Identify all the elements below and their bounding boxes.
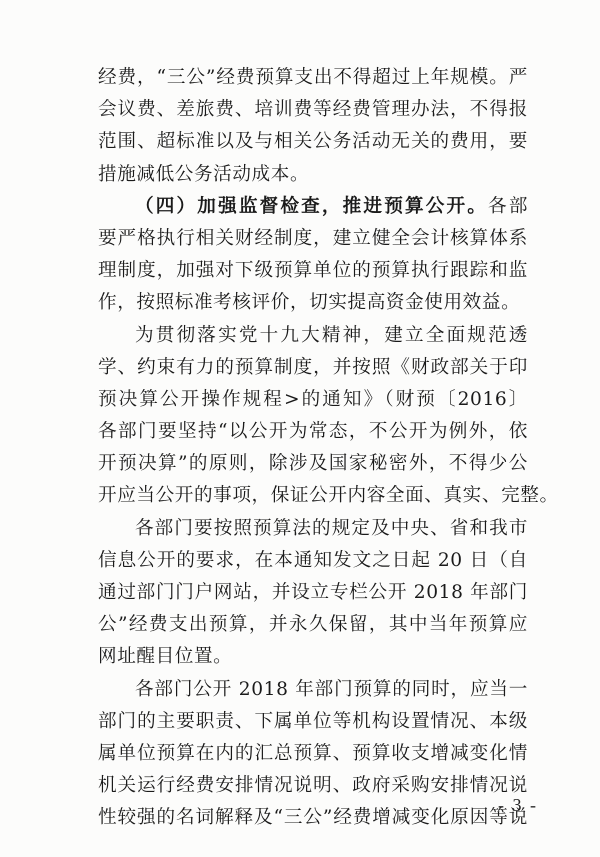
paragraph-line: 性较强的名词解释及“三公”经费增减变化原因等说 [98,807,528,829]
paragraph-line: 理制度，加强对下级预算单位的预算执行跟踪和监 [98,260,528,282]
paragraph-line: 信息公开的要求，在本通知发文之日起 20 日（自 [98,549,528,571]
paragraph-line: 会议费、差旅费、培训费等经费管理办法，不得报 [98,99,528,121]
paragraph-line: 各部门要坚持“以公开为常态，不公开为例外，依 [98,421,528,443]
paragraph-line: 预决算公开操作规程>的通知》（财预〔2016〕 [98,388,528,410]
paragraph-line: 范围、超标准以及与相关公务活动无关的费用，要 [98,131,528,153]
paragraph-line: 部门的主要职责、下属单位等机构设置情况、本级 [98,710,528,732]
paragraph-line: 作，按照标准考核评价，切实提高资金使用效益。 [98,292,521,314]
section-heading-rest: 各部 [488,195,528,217]
paragraph-line: 要严格执行相关财经制度，建立健全会计核算体系 [98,227,528,249]
section-heading: （四）加强监督检查，推进预算公开。 [135,195,489,217]
paragraph-line: 属单位预算在内的汇总预算、预算收支增减变化情 [98,742,528,764]
paragraph-line: 开预决算”的原则，除涉及国家秘密外，不得少公 [98,453,528,475]
paragraph-line: 机关运行经费安排情况说明、政府采购安排情况说 [98,775,528,797]
section-heading-line [98,191,528,223]
paragraph-line: 网址醒目位置。 [98,646,233,668]
page-number: - 3 - [498,795,538,815]
paragraph-line: 措施减低公务活动成本。 [98,163,310,185]
paragraph-line: 开应当公开的事项，保证公开内容全面、真实、完整。 [98,485,559,507]
paragraph-line: 各部门公开 2018 年部门预算的同时，应当一 [135,678,528,700]
paragraph-line: 公”经费支出预算，并永久保留，其中当年预算应 [98,614,528,636]
paragraph-line: 学、约束有力的预算制度，并按照《财政部关于印 [98,356,528,378]
paragraph-line: 通过部门门户网站，并设立专栏公开 2018 年部门 [98,582,528,603]
document-body [98,62,559,835]
paragraph-line: 经费，“三公”经费预算支出不得超过上年规模。严 [98,67,528,88]
paragraph-line: 为贯彻落实党十九大精神，建立全面规范透 [135,324,528,346]
paragraph-line: 各部门要按照预算法的规定及中央、省和我市 [135,517,528,539]
